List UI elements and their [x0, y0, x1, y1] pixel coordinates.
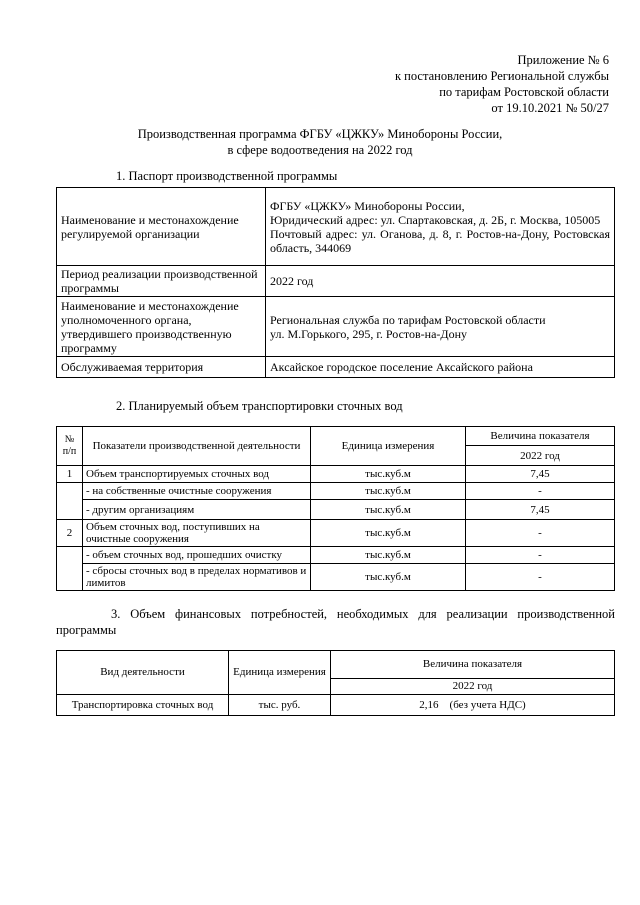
cell-unit: тыс. руб.	[229, 695, 331, 716]
finance-table	[56, 650, 615, 716]
table-row	[57, 520, 615, 547]
cell-num	[57, 547, 83, 591]
table-row	[57, 547, 615, 564]
volume-table	[56, 426, 615, 591]
header-value: Величина показателя	[331, 651, 615, 679]
cell-name: - на собственные очистные сооружения	[83, 483, 311, 500]
header-indicator: Показатели производственной деятельности	[83, 427, 311, 466]
cell-value: 7,45	[466, 500, 615, 520]
row-value: ФГБУ «ЦЖКУ» Минобороны России, Юридический адрес: ул. Спартаковская, д. 2Б, г. Москва, 105005 Почтовый адрес: ул. Оганова, д. 8, г. Ростов-на-Дону, Ростовская область, 344069	[266, 188, 615, 266]
cell-unit: тыс.куб.м	[311, 466, 466, 483]
table-row	[57, 695, 615, 716]
cell-name: - другим организациям	[83, 500, 311, 520]
table-header-row	[57, 427, 615, 446]
section2-heading: 2. Планируемый объем транспортировки сточных вод	[116, 399, 403, 413]
value-number: 2,16	[419, 698, 439, 711]
cell-num: 2	[57, 520, 83, 547]
header-activity: Вид деятельности	[57, 651, 229, 695]
cell-unit: тыс.куб.м	[311, 520, 466, 547]
row-label: Наименование и местонахождение уполномоченного органа, утвердившего производственную программу	[57, 297, 266, 357]
header-num: № п/п	[57, 427, 83, 466]
title-line: в сфере водоотведения на 2022 год	[227, 143, 413, 157]
row-label: Наименование и местонахождение регулируемой организации	[57, 188, 266, 266]
passport-table	[56, 187, 615, 378]
row-label: Обслуживаемая территория	[57, 357, 266, 378]
cell-unit: тыс.куб.м	[311, 483, 466, 500]
header-year: 2022 год	[331, 679, 615, 695]
section3-paragraph: 3. Объем финансовых потребностей, необходимых для реализации производственной программы	[56, 607, 615, 637]
table-row	[57, 564, 615, 591]
cell-name: - сбросы сточных вод в пределах нормативов и лимитов	[83, 564, 311, 591]
row-label: Период реализации производственной программы	[57, 266, 266, 297]
cell-name: Объем сточных вод, поступивших на очистные сооружения	[83, 520, 311, 547]
header-unit: Единица измерения	[229, 651, 331, 695]
row-value: Аксайское городское поселение Аксайского района	[266, 357, 615, 378]
table-row	[57, 266, 615, 297]
appendix-line: от 19.10.2021 № 50/27	[491, 101, 609, 115]
row-value: Региональная служба по тарифам Ростовской области ул. М.Горького, 295, г. Ростов-на-Дону	[266, 297, 615, 357]
title-line: Производственная программа ФГБУ «ЦЖКУ» Минобороны России,	[137, 127, 503, 141]
appendix-line: к постановлению Региональной службы	[394, 69, 609, 83]
value-note: (без учета НДС)	[449, 698, 526, 711]
header-value: Величина показателя	[466, 427, 615, 446]
cell-unit: тыс.куб.м	[311, 564, 466, 591]
cell-num: 1	[57, 466, 83, 483]
header-year: 2022 год	[466, 446, 615, 466]
cell-num	[57, 483, 83, 520]
table-row	[57, 483, 615, 500]
document-title	[0, 126, 640, 158]
header-unit: Единица измерения	[311, 427, 466, 466]
cell-unit: тыс.куб.м	[311, 547, 466, 564]
table-row	[57, 500, 615, 520]
appendix-line: по тарифам Ростовской области	[439, 85, 609, 99]
section1-heading: 1. Паспорт производственной программы	[116, 169, 338, 183]
cell-activity: Транспортировка сточных вод	[57, 695, 229, 716]
cell-name: Объем транспортируемых сточных вод	[83, 466, 311, 483]
cell-value: -	[466, 564, 615, 591]
appendix-block	[395, 52, 609, 116]
cell-value: -	[466, 547, 615, 564]
cell-value: -	[466, 520, 615, 547]
cell-name: - объем сточных вод, прошедших очистку	[83, 547, 311, 564]
table-row	[57, 357, 615, 378]
table-row	[57, 466, 615, 483]
cell-value: 7,45	[466, 466, 615, 483]
row-value: 2022 год	[266, 266, 615, 297]
table-row	[57, 297, 615, 357]
table-row	[57, 188, 615, 266]
appendix-line: Приложение № 6	[517, 53, 609, 67]
cell-value	[331, 695, 615, 716]
cell-value: -	[466, 483, 615, 500]
cell-unit: тыс.куб.м	[311, 500, 466, 520]
table-header-row	[57, 651, 615, 679]
